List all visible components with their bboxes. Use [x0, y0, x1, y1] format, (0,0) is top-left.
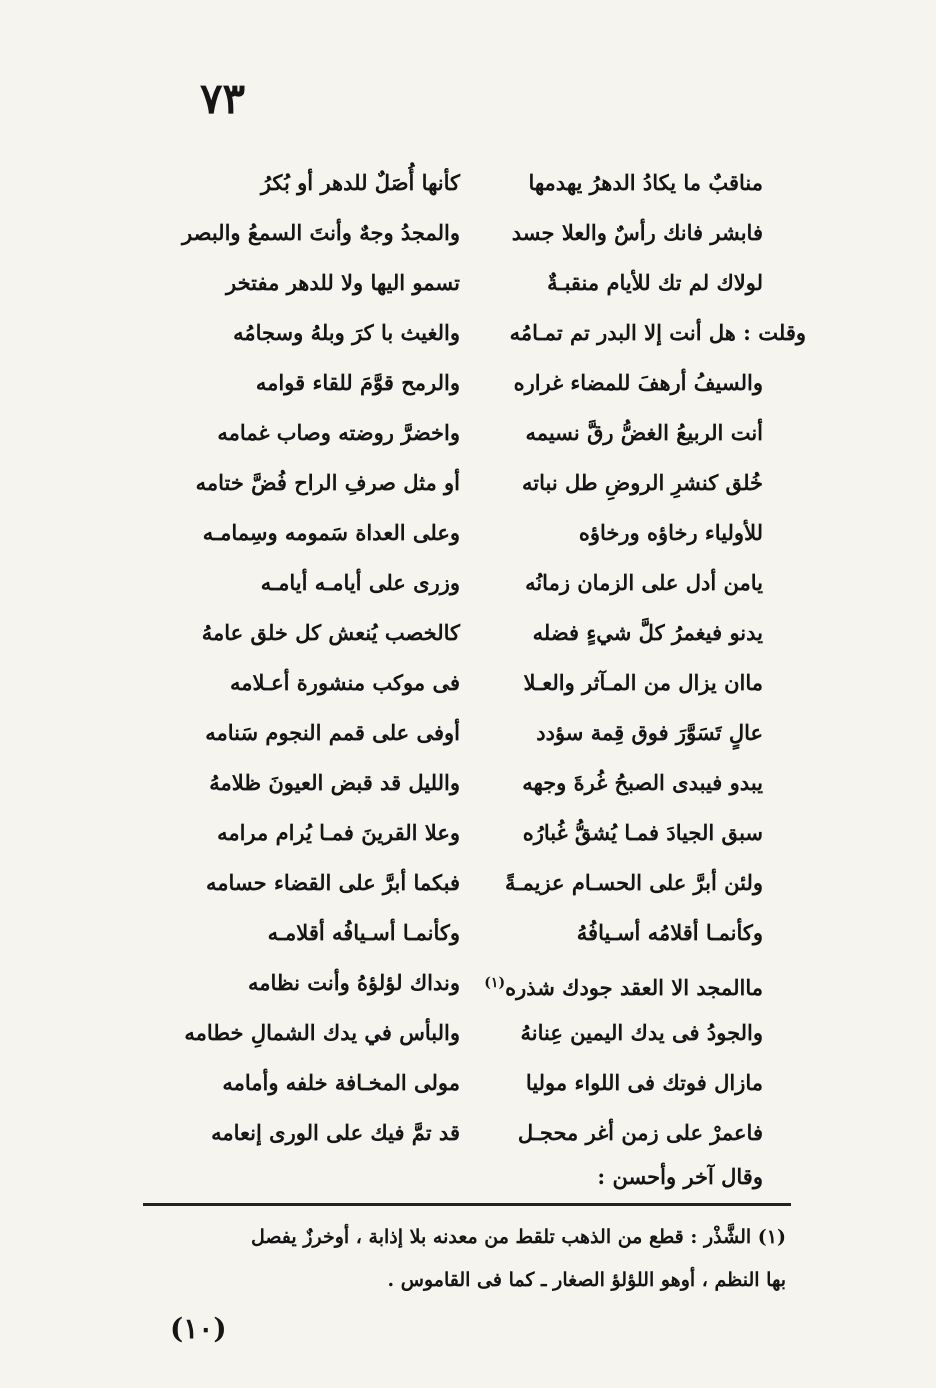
verse-first-hemistich: فابشر فانك رأسٌ والعلا جسد	[511, 220, 763, 245]
verse-second-hemistich: والرمح قوَّمَ للقاء قوامه	[255, 370, 460, 395]
verse-row	[0, 358, 936, 408]
verse-text: ماالمجد الا العقد جودك شذره	[505, 975, 763, 1000]
verse-row	[0, 408, 936, 458]
verse-first-hemistich: ولئن أبرَّ على الحسـام عزيمـةً	[505, 870, 763, 895]
verse-row	[0, 958, 936, 1008]
verse-first-hemistich: للأولياء رخاؤه ورخاؤه	[578, 520, 763, 545]
verse-row	[0, 1152, 936, 1202]
verse-first-hemistich: يدنو فيغمرُ كلَّ شيءٍ فضله	[532, 620, 763, 645]
verse-row	[0, 558, 936, 608]
verse-first-hemistich: فاعمرْ على زمن أغر محجـل	[517, 1120, 763, 1145]
verse-second-hemistich: والبأس في يدك الشمالِ خطامه	[184, 1020, 460, 1045]
verse-second-hemistich: والليل قد قبض العيونَ ظلامهُ	[209, 770, 460, 795]
verse-second-hemistich: ونداك لؤلؤهُ وأنت نظامه	[248, 970, 460, 995]
footnote-line: (١) الشَّذْر : قطع من الذهب تلقط من معدنه بلا إذابة ، أوخرزٌ يفصل	[250, 1226, 786, 1248]
verse-first-hemistich: مازال فوتك فى اللواء موليا	[525, 1070, 763, 1095]
verse-second-hemistich: وعلا القرينَ فمـا يُرام مرامه	[217, 820, 460, 845]
verse-row	[0, 808, 936, 858]
verse-row	[0, 158, 936, 208]
footnote-divider	[143, 1203, 791, 1206]
verse-row	[0, 508, 936, 558]
verse-second-hemistich: والغيث با كرَ وبلهُ وسجامُه	[233, 320, 460, 345]
verse-first-hemistich: لولاك لم تك للأيام منقبـةٌ	[547, 270, 763, 295]
verse-first-hemistich: مناقبٌ ما يكادُ الدهرُ يهدمها	[528, 170, 763, 195]
verse-first-hemistich: ماان يزال من المـآثر والعـلا	[523, 670, 763, 695]
verse-first-hemistich: وكأنمـا أقلامُه أسـيافُهُ	[576, 920, 763, 945]
verse-first-hemistich: يامن أدل على الزمان زمانُه	[525, 570, 763, 595]
page-number: ٧٣	[200, 74, 246, 123]
footnote-line: بها النظم ، أوهو اللؤلؤ الصغار ـ كما فى القاموس .	[387, 1269, 786, 1291]
verse-row	[0, 208, 936, 258]
verse-first-hemistich: أنت الربيعُ الغضُّ رقَّ نسيمه	[525, 420, 763, 445]
verse-second-hemistich: مولى المخـافة خلفه وأمامه	[222, 1070, 460, 1095]
verse-second-hemistich: وعلى العداة سَمومه وسِمامـه	[202, 520, 460, 545]
verse-row	[0, 1058, 936, 1108]
verse-row	[0, 458, 936, 508]
verse-second-hemistich: أو مثل صرفِ الراح فُضَّ ختامه	[195, 470, 460, 495]
prose-line: وقال آخر وأحسن :	[597, 1164, 763, 1189]
verse-first-hemistich: يبدو فيبدى الصبحُ غُرةَ وجهه	[522, 770, 763, 795]
verse-row	[0, 858, 936, 908]
verse-second-hemistich: وزرى على أيامـه أيامـه	[260, 570, 460, 595]
verse-second-hemistich: كالخصب يُنعش كل خلق عامهُ	[201, 620, 460, 645]
verse-row	[0, 1108, 936, 1158]
verse-row	[0, 258, 936, 308]
verse-second-hemistich: وكأنمـا أسـيافُه أقلامـه	[267, 920, 460, 945]
verse-first-hemistich	[484, 958, 763, 1008]
verse-row	[0, 658, 936, 708]
folio-number: (١٠)	[170, 1312, 227, 1345]
verse-row	[0, 758, 936, 808]
verse-row	[0, 1008, 936, 1058]
verse-first-hemistich: والجودُ فى يدك اليمين عِنانهُ	[520, 1020, 763, 1045]
verse-first-hemistich: سبق الجيادَ فمـا يُشقُّ غُبارُه	[522, 820, 763, 845]
verse-row	[0, 908, 936, 958]
verse-second-hemistich: كأنها أُصَلٌ للدهر أو بُكرُ	[260, 170, 460, 195]
verse-second-hemistich: فبكما أبرَّ على القضاء حسامه	[206, 870, 460, 895]
verse-second-hemistich	[158, 1152, 460, 1202]
verse-first-hemistich: والسيفُ أرهفَ للمضاء غراره	[513, 370, 763, 395]
verse-row	[0, 608, 936, 658]
verse-row	[0, 708, 936, 758]
verse-second-hemistich: واخضرَّ روضته وصاب غمامه	[217, 420, 460, 445]
verse-first-hemistich: عالٍ تَسَوَّرَ فوق قِمة سؤدد	[536, 720, 763, 745]
footnote-marker: (١)	[484, 975, 506, 991]
verse-second-hemistich: فى موكب منشورة أعـلامه	[229, 670, 460, 695]
verse-second-hemistich: تسمو اليها ولا للدهر مفتخر	[226, 270, 460, 295]
verse-second-hemistich: أوفى على قمم النجوم سَنامه	[205, 720, 460, 745]
verse-second-hemistich: قد تمَّ فيك على الورى إنعامه	[211, 1120, 460, 1145]
verse-first-hemistich: وقلت : هل أنت إلا البدر تم تمـامُه	[509, 320, 806, 345]
verse-second-hemistich: والمجدُ وجهٌ وأنتَ السمعُ والبصر	[182, 220, 460, 245]
verse-row	[0, 308, 936, 358]
verse-first-hemistich: خُلق كنشرِ الروضِ طل نباته	[522, 470, 763, 495]
